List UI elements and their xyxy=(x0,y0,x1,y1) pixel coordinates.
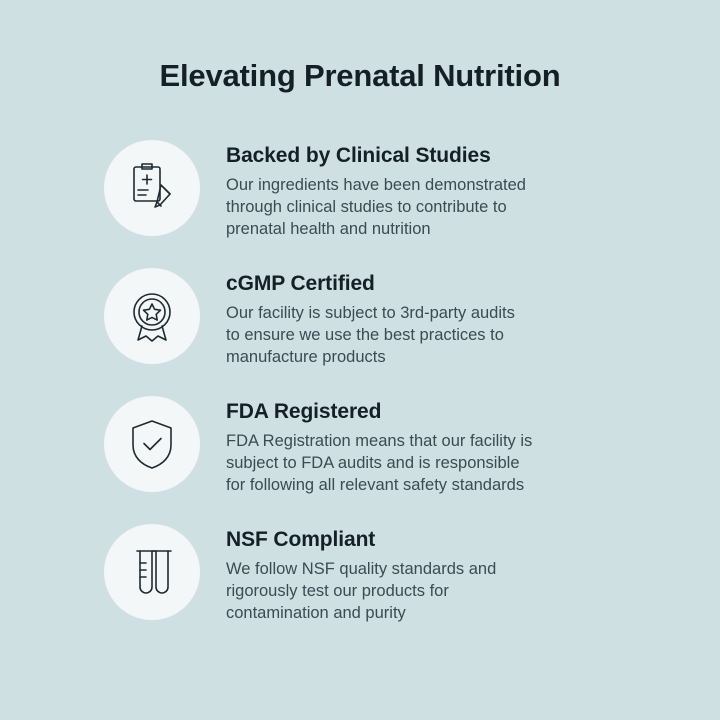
desc-line: Our ingredients have been demonstrated xyxy=(226,176,526,195)
feature-description xyxy=(226,303,515,369)
desc-line: manufacture products xyxy=(226,347,386,366)
test-tubes-icon xyxy=(104,524,200,620)
feature-text xyxy=(226,136,526,241)
feature-description xyxy=(226,559,496,625)
feature-description xyxy=(226,175,526,241)
desc-line: subject to FDA audits and is responsible xyxy=(226,453,520,472)
feature-text xyxy=(226,520,496,625)
page-title: Elevating Prenatal Nutrition xyxy=(159,58,561,93)
clipboard-test-tube-icon xyxy=(104,140,200,236)
desc-line: contamination and purity xyxy=(226,603,406,622)
feature-title: cGMP Certified xyxy=(226,272,375,295)
feature-text xyxy=(226,392,532,497)
desc-line: FDA Registration means that our facility is xyxy=(226,431,533,450)
desc-line: for following all relevant safety standards xyxy=(226,475,525,494)
feature-title: NSF Compliant xyxy=(226,527,376,551)
desc-line: to ensure we use the best practices to xyxy=(226,325,504,344)
award-ribbon-star-icon xyxy=(104,268,200,364)
feature-list xyxy=(0,136,720,624)
feature-item-clinical-studies xyxy=(104,136,680,241)
feature-text xyxy=(226,264,515,369)
shield-check-icon xyxy=(104,396,200,492)
feature-item-cgmp-certified xyxy=(104,264,680,369)
feature-item-nsf-compliant xyxy=(104,520,680,625)
feature-title: FDA Registered xyxy=(226,399,382,423)
feature-description xyxy=(226,431,532,497)
desc-line: Our facility is subject to 3rd-party audits xyxy=(226,304,515,322)
desc-line: prenatal health and nutrition xyxy=(226,220,431,239)
desc-line: We follow NSF quality standards and xyxy=(226,559,497,578)
feature-item-fda-registered xyxy=(104,392,680,497)
desc-line: through clinical studies to contribute to xyxy=(226,198,507,217)
feature-title: Backed by Clinical Studies xyxy=(226,144,491,168)
desc-line: rigorously test our products for xyxy=(226,581,449,600)
